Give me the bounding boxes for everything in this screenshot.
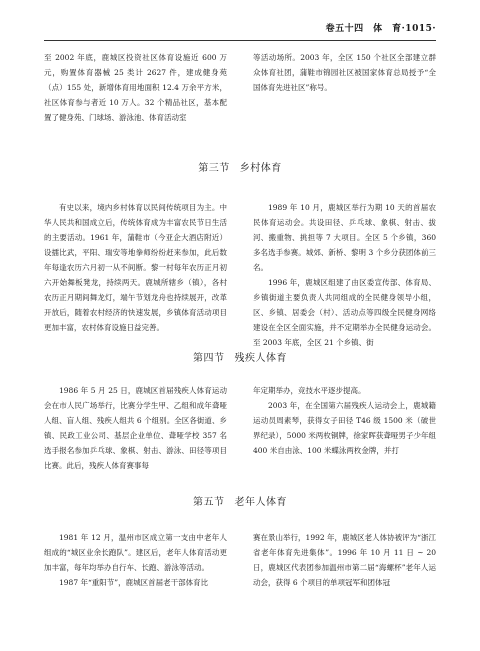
section-number: 第三节 xyxy=(198,163,230,174)
elderly-right-column xyxy=(253,530,436,590)
paragraph: 赛在景山举行，1992 年，鹿城区老人体协被评为“浙江省老年体育先进集体”。1996 年 10 月 11 日 ~ 20 日，鹿城区代表团参加温州市第二届“海螺杯”老年人运动会，获得 6 个项目的单项冠军和团体冠 xyxy=(253,533,436,587)
section-heading-elderly xyxy=(44,496,436,510)
section-number: 第四节 xyxy=(193,353,225,364)
section-title: 乡村体育 xyxy=(239,163,282,174)
disabled-right-column xyxy=(253,383,436,458)
paragraph: 1986 年 5 月 25 日，鹿城区首届残疾人体育运动会在市人民广场举行，比赛分学生甲、乙组和成年聋哑人组、盲人组、残疾人组共 6 个组别。全区各街道、乡镇、民政工业公司、基层企业单位、聋哑学校 357 名选手报名参加乒乓球、象棋、射击、游泳、田径等项目比赛。此后，残疾人体育赛事每 xyxy=(44,386,227,470)
paragraph: 1981 年 12 月，温州市区成立第一支由中老年人组成的“城区业余长跑队”。建区后，老年人体育活动更加丰富，每年均举办自行车、长跑、游泳等活动。 xyxy=(44,533,227,572)
intro-right-column xyxy=(253,50,436,95)
paragraph: 1989 年 10 月，鹿城区举行为期 10 天的首届农民体育运动会。共设田径、乒乓球、象棋、射击、拔河、搬重物、挑担等 7 大项目。全区 5 个乡镇，360 多名选手参赛。城郊、新桥、黎明 3 个乡分获团体前三名。 xyxy=(253,203,436,272)
paragraph: 至 2002 年底，鹿城区投资社区体育设施近 600 万元，购置体育器械 25 类计 2627 件，建成健身苑（点）155 处，新增体育用地面积 12.4 万余平方米，社区体育参与者近 10 万人。32 个精品社区，基本配置了健身苑、门球场、游泳池、体育活动室 xyxy=(44,53,227,122)
paragraph: 1987 年“重阳节”，鹿城区首届老干部体育比 xyxy=(59,578,209,587)
paragraph: 2003 年，在全国第六届残疾人运动会上，鹿城籍运动员周素琴，获得女子田径 T46 级 1500 米（破世界纪录），5000 米两枚铜牌，徐家晖获聋哑男子少年组 400 米自由泳、100 米蝶泳两枚金牌，并打 xyxy=(253,401,436,455)
section-heading-rural xyxy=(44,162,436,176)
paragraph: 有史以来，境内乡村体育以民间传统项目为主。中华人民共和国成立后，传统体育成为丰富农民节日生活的主要活动。1961 年，蒲鞋市（今亚企大酒店附近）设擂比武，平阳、瑞安等地拳师纷纷赶来参加，此后数年每逢农历六月初一从不间断。黎一村每年农历正月初六开始舞板凳龙，持续两天。鹿城所辖乡（镇），各村农历正月期间舞龙灯，端午节划龙舟也持续展开，改革开放后，随着农村经济的快速发展，乡镇体育活动项目更加丰富，农村体育设施日益完善。 xyxy=(44,203,227,332)
intro-left-column xyxy=(44,50,227,125)
rural-left-column xyxy=(44,200,227,335)
section-title: 老年人体育 xyxy=(234,497,287,508)
section-number: 第五节 xyxy=(193,497,225,508)
paragraph: 等活动场所。2003 年，全区 150 个社区全部建立群众体育社团，蒲鞋市锦园社区被国家体育总局授予“全国体育先进社区”称号。 xyxy=(253,53,436,92)
section-heading-disabled xyxy=(44,352,436,366)
paragraph: 年定期举办，竞技水平逐步提高。 xyxy=(253,386,366,395)
disabled-left-column xyxy=(44,383,227,473)
elderly-left-column xyxy=(44,530,227,590)
section-title: 残疾人体育 xyxy=(234,353,287,364)
header-rule xyxy=(44,40,436,41)
rural-right-column xyxy=(253,200,436,350)
paragraph: 1996 年，鹿城区组建了由区委宣传部、体育局、乡镇街道主要负责人共同组成的全民健身领导小组，区、乡镇、居委会（村）、活动点等四级全民健身网络建设在全区全面实施，并不定期举办全民健身运动会。至 2003 年底，全区 21 个乡镇、街 xyxy=(253,278,436,347)
page-header: 卷五十四 体 育·1015· xyxy=(325,24,436,34)
